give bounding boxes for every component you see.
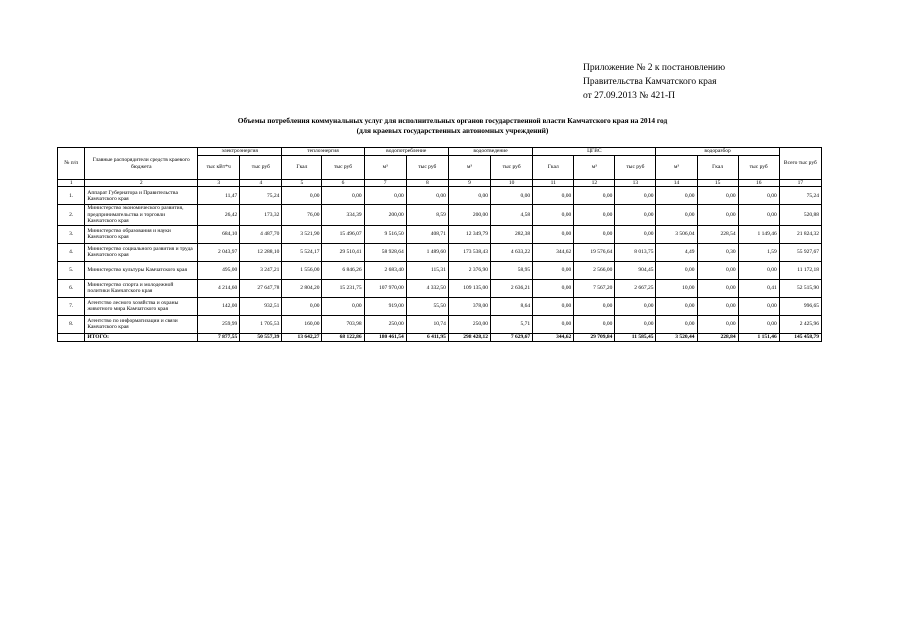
row-value: 0,00: [448, 187, 490, 205]
row-value: 11 172,18: [779, 261, 821, 279]
appendix-reference: [583, 61, 725, 103]
consumption-table: [57, 147, 822, 342]
row-value: 26,42: [198, 205, 240, 225]
column-index-cell: 11: [533, 180, 574, 187]
row-value: 2 376,90: [448, 261, 490, 279]
row-value: 2 043,97: [198, 243, 240, 261]
unit-waterdraw-m3: м³: [656, 156, 697, 180]
row-value: 919,00: [364, 297, 406, 315]
title-line-1: Объемы потребления коммунальных услуг для исполнительных органов государственной власти Камчатского края на 2014 год: [237, 116, 668, 125]
unit-sewer-qty: м³: [448, 156, 490, 180]
row-value: 0,00: [533, 315, 574, 333]
total-value: 228,84: [697, 333, 738, 341]
unit-electro-qty: тыс кВт*ч: [198, 156, 240, 180]
row-value: 173,32: [240, 205, 282, 225]
row-value: 0,00: [406, 187, 448, 205]
total-value: 6 411,95: [406, 333, 448, 341]
row-number: 2.: [58, 205, 85, 225]
row-value: 11,47: [198, 187, 240, 205]
column-index-cell: 13: [615, 180, 656, 187]
table-row: [58, 315, 822, 333]
row-value: 0,00: [738, 205, 779, 225]
row-value: 408,71: [406, 225, 448, 243]
row-value: 27 647,78: [240, 279, 282, 297]
unit-waterdraw-rub: тыс руб: [738, 156, 779, 180]
row-value: 0,00: [364, 187, 406, 205]
row-value: 0,00: [574, 225, 615, 243]
column-index-cell: 2: [85, 180, 198, 187]
column-index-cell: 6: [322, 180, 364, 187]
row-number: 4.: [58, 243, 85, 261]
column-index-cell: 8: [406, 180, 448, 187]
total-value: 344,62: [533, 333, 574, 341]
row-value: 2 683,40: [364, 261, 406, 279]
row-value: 0,00: [656, 205, 697, 225]
row-value: 0,00: [615, 187, 656, 205]
row-value: 0,00: [697, 187, 738, 205]
row-value: 0,00: [533, 261, 574, 279]
row-value: 0,00: [738, 297, 779, 315]
row-value: 75,24: [240, 187, 282, 205]
unit-sewer-rub: тыс руб: [491, 156, 533, 180]
table-row: [58, 297, 822, 315]
row-value: 250,00: [448, 315, 490, 333]
row-value: 0,00: [615, 297, 656, 315]
row-value: 0,00: [697, 261, 738, 279]
row-value: 3 521,90: [282, 225, 322, 243]
row-number: 7.: [58, 297, 85, 315]
row-value: 0,00: [574, 205, 615, 225]
row-value: 4,58: [491, 205, 533, 225]
column-index-cell: 1: [58, 180, 85, 187]
table-row: [58, 279, 822, 297]
row-value: 29 510,41: [322, 243, 364, 261]
appendix-line-3: от 27.09.2013 № 421-П: [583, 91, 675, 101]
row-name: Министерство спорта и молодежной политики Камчатского края: [85, 279, 198, 297]
total-value: 180 461,54: [364, 333, 406, 341]
column-index-cell: 9: [448, 180, 490, 187]
row-value: 76,00: [282, 205, 322, 225]
column-index-row: [58, 180, 822, 187]
row-value: 282,38: [491, 225, 533, 243]
row-value: 378,00: [448, 297, 490, 315]
unit-water-qty: м³: [364, 156, 406, 180]
column-index-cell: 7: [364, 180, 406, 187]
table-row: [58, 261, 822, 279]
row-value: 58 928,64: [364, 243, 406, 261]
row-value: 10,00: [656, 279, 697, 297]
row-value: 15 231,75: [322, 279, 364, 297]
row-number: 8.: [58, 315, 85, 333]
row-value: 0,00: [697, 297, 738, 315]
row-value: 2 425,96: [779, 315, 821, 333]
row-value: 15 496,07: [322, 225, 364, 243]
row-value: 932,51: [240, 297, 282, 315]
row-number: 1.: [58, 187, 85, 205]
total-value: 3 520,44: [656, 333, 697, 341]
row-value: 0,00: [738, 261, 779, 279]
unit-heat-rub: тыс руб: [322, 156, 364, 180]
header-heat: теплоэнергия: [282, 148, 364, 156]
row-value: 1 489,60: [406, 243, 448, 261]
row-name: Агентство по информатизации и связи Камчатского края: [85, 315, 198, 333]
row-value: 0,00: [322, 187, 364, 205]
row-value: 2 667,25: [615, 279, 656, 297]
column-index-cell: 16: [738, 180, 779, 187]
row-value: 0,00: [282, 297, 322, 315]
row-value: 2 636,21: [491, 279, 533, 297]
row-value: 8,64: [491, 297, 533, 315]
row-value: 0,00: [656, 297, 697, 315]
table-row: [58, 187, 822, 205]
column-index-cell: 5: [282, 180, 322, 187]
row-value: 75,24: [779, 187, 821, 205]
row-value: 0,00: [615, 315, 656, 333]
row-value: 996,65: [779, 297, 821, 315]
total-value: 13 642,27: [282, 333, 322, 341]
row-value: 703,98: [322, 315, 364, 333]
row-value: 5 524,17: [282, 243, 322, 261]
header-total: Всего тыс руб: [779, 148, 821, 180]
row-value: 4 487,70: [240, 225, 282, 243]
row-value: 520,88: [779, 205, 821, 225]
row-value: 0,00: [656, 315, 697, 333]
total-num: [58, 333, 85, 341]
row-value: 4,49: [656, 243, 697, 261]
row-value: 0,00: [491, 187, 533, 205]
column-index-cell: 17: [779, 180, 821, 187]
total-value: 11 585,45: [615, 333, 656, 341]
unit-hws-m3: м³: [574, 156, 615, 180]
row-value: 8,59: [406, 205, 448, 225]
row-name: Министерство экономического развития, предпринимательства и торговли Камчатского края: [85, 205, 198, 225]
total-value: 7 629,67: [491, 333, 533, 341]
header-num: № п/п: [58, 148, 85, 180]
row-name: Министерство культуры Камчатского края: [85, 261, 198, 279]
row-value: 334,39: [322, 205, 364, 225]
unit-heat-qty: Гкал: [282, 156, 322, 180]
row-value: 0,00: [656, 261, 697, 279]
row-value: 0,00: [574, 187, 615, 205]
row-value: 1 556,00: [282, 261, 322, 279]
row-value: 1 705,53: [240, 315, 282, 333]
row-value: 160,00: [282, 315, 322, 333]
row-value: 0,00: [697, 279, 738, 297]
row-value: 3 247,21: [240, 261, 282, 279]
table-row: [58, 243, 822, 261]
row-value: 10,74: [406, 315, 448, 333]
header-sewer: водоотведение: [448, 148, 532, 156]
table-row: [58, 205, 822, 225]
row-value: 0,00: [615, 205, 656, 225]
title-line-2: (для краевых государственных автономных учреждений): [356, 126, 549, 135]
row-value: 52 515,90: [779, 279, 821, 297]
total-row: [58, 333, 822, 341]
row-value: 8 013,75: [615, 243, 656, 261]
row-value: 115,31: [406, 261, 448, 279]
total-value: 50 557,39: [240, 333, 282, 341]
row-value: 1 149,46: [738, 225, 779, 243]
row-value: 55,50: [406, 297, 448, 315]
row-value: 0,00: [697, 315, 738, 333]
column-index-cell: 10: [491, 180, 533, 187]
row-value: 0,00: [656, 187, 697, 205]
row-value: 4 633,22: [491, 243, 533, 261]
row-value: 3 506,04: [656, 225, 697, 243]
column-index-cell: 15: [697, 180, 738, 187]
column-index-cell: 3: [198, 180, 240, 187]
row-value: 0,00: [533, 187, 574, 205]
header-name: Главные распорядители средств краевого бюджета: [85, 148, 198, 180]
total-value: 29 709,84: [574, 333, 615, 341]
row-name: Аппарат Губернатора и Правительства Камчатского края: [85, 187, 198, 205]
row-value: 4 214,60: [198, 279, 240, 297]
total-label: ИТОГО:: [85, 333, 198, 341]
row-value: 0,00: [697, 205, 738, 225]
row-name: Агентство лесного хозяйства и охраны животного мира Камчатского края: [85, 297, 198, 315]
row-value: 200,00: [364, 205, 406, 225]
unit-hws-gcal: Гкал: [533, 156, 574, 180]
row-value: 6 846,26: [322, 261, 364, 279]
row-name: Министерство образования и науки Камчатского края: [85, 225, 198, 243]
row-value: 0,00: [574, 315, 615, 333]
row-value: 200,00: [448, 205, 490, 225]
row-value: 0,00: [282, 187, 322, 205]
header-electro: электроэнергия: [198, 148, 282, 156]
total-value: 7 877,55: [198, 333, 240, 341]
row-value: 259,99: [198, 315, 240, 333]
row-value: 250,00: [364, 315, 406, 333]
row-value: 0,30: [697, 243, 738, 261]
row-value: 0,00: [533, 279, 574, 297]
row-value: 0,00: [322, 297, 364, 315]
row-number: 3.: [58, 225, 85, 243]
row-value: 21 824,32: [779, 225, 821, 243]
row-value: 9 516,50: [364, 225, 406, 243]
total-value: 1 151,46: [738, 333, 779, 341]
row-name: Министерство социального развития и труда Камчатского края: [85, 243, 198, 261]
row-value: 0,00: [738, 187, 779, 205]
row-value: 495,00: [198, 261, 240, 279]
row-value: 5,71: [491, 315, 533, 333]
row-value: 0,41: [738, 279, 779, 297]
row-value: 142,00: [198, 297, 240, 315]
row-value: 0,00: [533, 225, 574, 243]
appendix-line-1: Приложение № 2 к постановлению: [583, 63, 726, 73]
unit-electro-rub: тыс руб: [240, 156, 282, 180]
row-value: 0,00: [533, 297, 574, 315]
row-number: 6.: [58, 279, 85, 297]
header-water: водопотребление: [364, 148, 448, 156]
row-value: 1,59: [738, 243, 779, 261]
unit-hws-rub: тыс руб: [615, 156, 656, 180]
row-value: 7 567,20: [574, 279, 615, 297]
unit-water-rub: тыс руб: [406, 156, 448, 180]
column-index-cell: 14: [656, 180, 697, 187]
unit-waterdraw-gcal: Гкал: [697, 156, 738, 180]
row-value: 19 576,64: [574, 243, 615, 261]
header-hws: ЦГВС: [533, 148, 656, 156]
row-value: 0,00: [738, 315, 779, 333]
header-waterdraw: водоразбор: [656, 148, 779, 156]
row-value: 344,62: [533, 243, 574, 261]
row-number: 5.: [58, 261, 85, 279]
row-value: 2 804,20: [282, 279, 322, 297]
row-value: 109 135,00: [448, 279, 490, 297]
appendix-line-2: Правительства Камчатского края: [583, 77, 717, 87]
row-value: 58,95: [491, 261, 533, 279]
total-value: 145 458,79: [779, 333, 821, 341]
document-title: [80, 116, 825, 136]
row-value: 0,00: [574, 297, 615, 315]
column-index-cell: 4: [240, 180, 282, 187]
total-value: 298 428,12: [448, 333, 490, 341]
table-body: [58, 180, 822, 342]
row-value: 12 288,10: [240, 243, 282, 261]
row-value: 228,54: [697, 225, 738, 243]
row-value: 4 332,50: [406, 279, 448, 297]
row-value: 107 970,00: [364, 279, 406, 297]
row-value: 2 566,00: [574, 261, 615, 279]
total-value: 68 122,86: [322, 333, 364, 341]
row-value: 12 349,79: [448, 225, 490, 243]
row-value: 173 538,43: [448, 243, 490, 261]
row-value: 0,00: [533, 205, 574, 225]
table-row: [58, 225, 822, 243]
row-value: 55 927,67: [779, 243, 821, 261]
row-value: 0,00: [615, 225, 656, 243]
row-value: 684,10: [198, 225, 240, 243]
row-value: 904,45: [615, 261, 656, 279]
column-index-cell: 12: [574, 180, 615, 187]
